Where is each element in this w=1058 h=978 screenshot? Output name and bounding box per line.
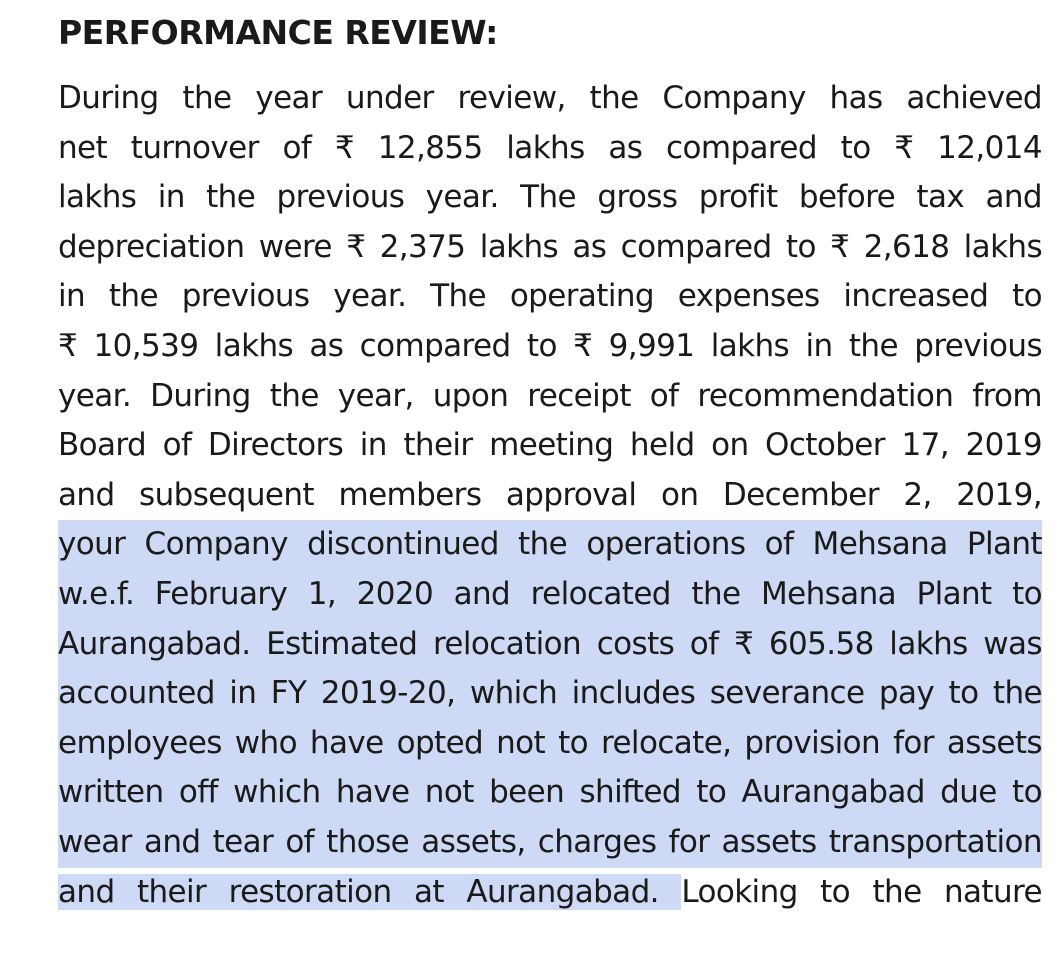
unselected-text: Looking to the nature [681,873,1042,910]
highlighted-text-line[interactable]: w.e.f. February 1, 2020 and relocated the Mehsana Plant to [58,570,1042,620]
text-line: During the year under review, the Company has achieved [58,80,1042,116]
selection-end-text[interactable]: and their restoration at Aurangabad. [58,873,682,910]
text-line: net turnover of ₹ 12,855 lakhs as compared to ₹ 12,014 [58,129,1042,166]
text-line: year. During the year, upon receipt of recommendation from [58,377,1042,414]
highlighted-text-line[interactable]: your Company discontinued the operations of Mehsana Plant [58,520,1042,570]
text-line: and subsequent members approval on December 2, 2019, [58,476,1042,513]
body-paragraph [58,74,1042,917]
text-line: lakhs in the previous year. The gross profit before tax and [58,179,1042,216]
highlighted-text-line[interactable]: Aurangabad. Estimated relocation costs of ₹ 605.58 lakhs was [58,620,1042,670]
final-text-line [58,868,1042,918]
document-page [58,10,1042,917]
text-line: ₹ 10,539 lakhs as compared to ₹ 9,991 lakhs in the previous [58,327,1042,364]
highlighted-text-line[interactable]: employees who have opted not to relocate, provision for assets [58,719,1042,769]
section-heading: PERFORMANCE REVIEW: [58,13,498,52]
text-line: depreciation were ₹ 2,375 lakhs as compared to ₹ 2,618 lakhs [58,228,1042,265]
highlighted-text-line[interactable]: wear and tear of those assets, charges for assets transportation [58,818,1042,868]
highlighted-text-line[interactable]: accounted in FY 2019-20, which includes severance pay to the [58,669,1042,719]
text-line: Board of Directors in their meeting held on October 17, 2019 [58,427,1042,464]
highlighted-text-line[interactable]: written off which have not been shifted to Aurangabad due to [58,768,1042,818]
text-line: in the previous year. The operating expenses increased to [58,278,1042,315]
